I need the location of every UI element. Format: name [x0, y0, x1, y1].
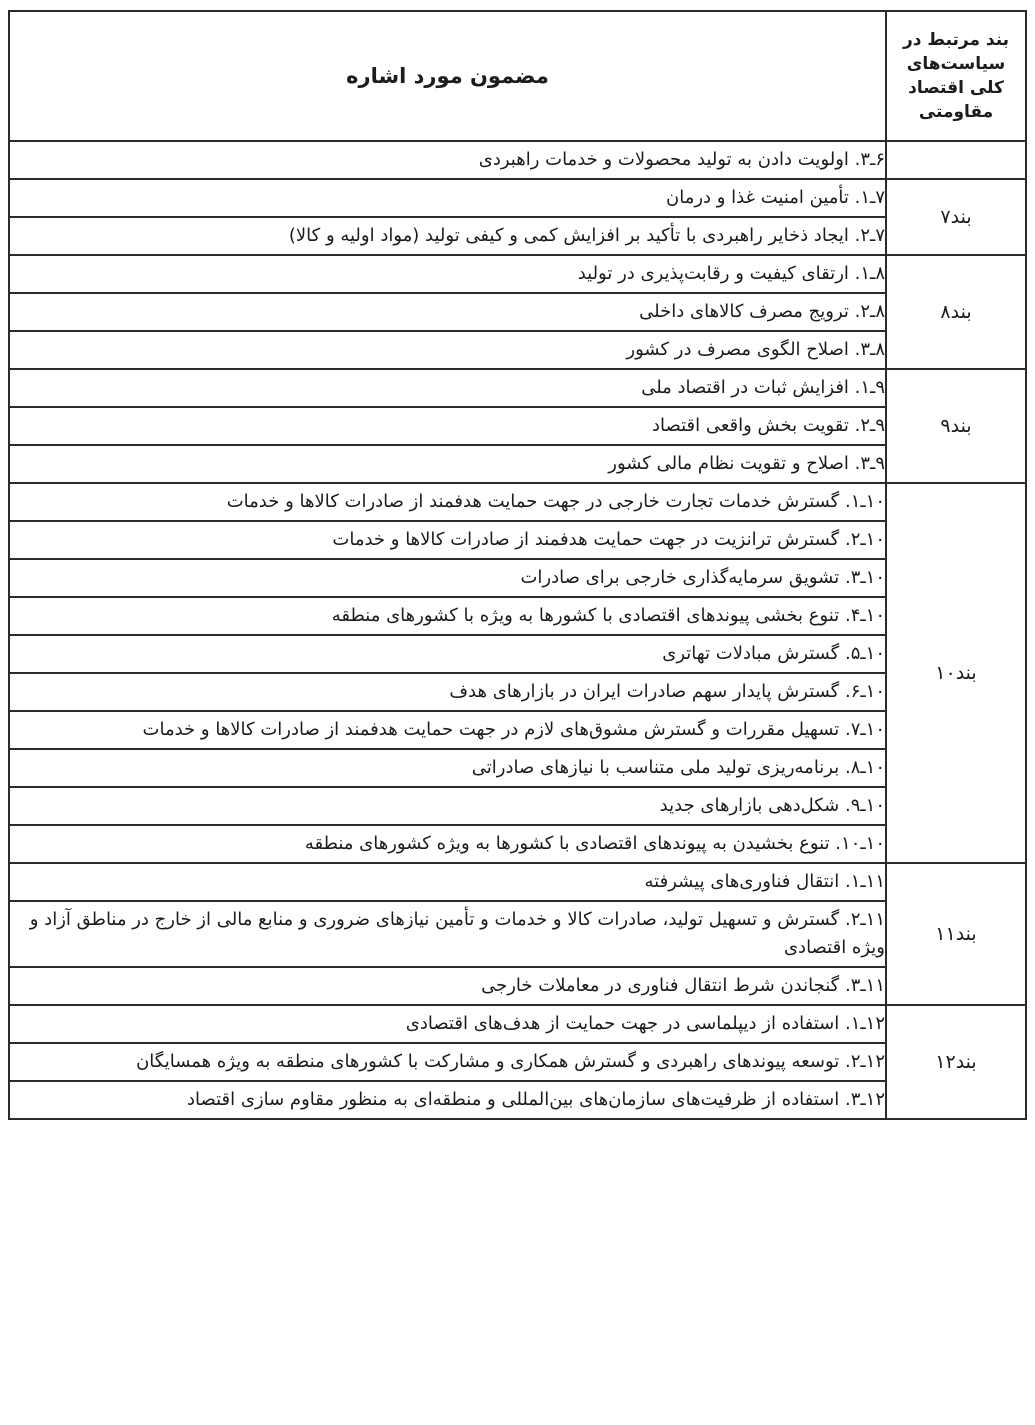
- table-row: [9, 749, 1026, 787]
- related-clause-cell: [886, 141, 1026, 179]
- related-clause-cell: بند۱۱: [886, 863, 1026, 1005]
- table-row: [9, 141, 1026, 179]
- content-item-cell: ۱۰ـ۸. برنامه‌ریزی تولید ملی متناسب با نیازهای صادراتی: [9, 749, 886, 787]
- content-item-cell: ۹ـ۳. اصلاح و تقویت نظام مالی کشور: [9, 445, 886, 483]
- header-row: [9, 11, 1026, 141]
- content-item-cell: ۱۲ـ۳. استفاده از ظرفیت‌های سازمان‌های بین‌المللی و منطقه‌ای به منظور مقاوم سازی اقتصاد: [9, 1081, 886, 1119]
- content-item-cell: ۶ـ۳. اولویت دادن به تولید محصولات و خدمات راهبردی: [9, 141, 886, 179]
- content-item-cell: ۱۰ـ۹. شکل‌دهی بازارهای جدید: [9, 787, 886, 825]
- table-row: [9, 1043, 1026, 1081]
- table-row: [9, 521, 1026, 559]
- table-row: [9, 559, 1026, 597]
- policy-table: [8, 10, 1027, 1120]
- content-item-cell: ۷ـ۱. تأمین امنیت غذا و درمان: [9, 179, 886, 217]
- table-row: [9, 711, 1026, 749]
- content-item-cell: ۱۰ـ۶. گسترش پایدار سهم صادرات ایران در بازارهای هدف: [9, 673, 886, 711]
- content-item-cell: ۹ـ۱. افزایش ثبات در اقتصاد ملی: [9, 369, 886, 407]
- content-item-cell: ۱۱ـ۱. انتقال فناوری‌های پیشرفته: [9, 863, 886, 901]
- related-clause-cell: بند۱۰: [886, 483, 1026, 863]
- content-item-cell: ۸ـ۲. ترویج مصرف کالاهای داخلی: [9, 293, 886, 331]
- table-row: [9, 967, 1026, 1005]
- table-row: [9, 1081, 1026, 1119]
- table-row: [9, 901, 1026, 967]
- content-item-cell: ۱۰ـ۲. گسترش ترانزیت در جهت حمایت هدفمند از صادرات کالاها و خدمات: [9, 521, 886, 559]
- table-row: [9, 331, 1026, 369]
- content-item-cell: ۱۲ـ۲. توسعه پیوندهای راهبردی و گسترش همکاری و مشارکت با کشورهای منطقه به ویژه همسایگان: [9, 1043, 886, 1081]
- content-item-cell: ۱۱ـ۲. گسترش و تسهیل تولید، صادرات کالا و خدمات و تأمین نیازهای ضروری و منابع مالی از خارج در مناطق آزاد و ویژه اقتصادی: [9, 901, 886, 967]
- table-row: [9, 293, 1026, 331]
- related-clause-cell: بند۸: [886, 255, 1026, 369]
- content-item-cell: ۱۰ـ۵. گسترش مبادلات تهاتری: [9, 635, 886, 673]
- related-clause-cell: بند۱۲: [886, 1005, 1026, 1119]
- table-row: [9, 673, 1026, 711]
- table-row: [9, 787, 1026, 825]
- content-item-cell: ۱۰ـ۱. گسترش خدمات تجارت خارجی در جهت حمایت هدفمند از صادرات کالاها و خدمات: [9, 483, 886, 521]
- related-clause-cell: بند۷: [886, 179, 1026, 255]
- content-item-cell: ۱۱ـ۳. گنجاندن شرط انتقال فناوری در معاملات خارجی: [9, 967, 886, 1005]
- content-item-cell: ۱۲ـ۱. استفاده از دیپلماسی در جهت حمایت از هدف‌های اقتصادی: [9, 1005, 886, 1043]
- content-item-cell: ۸ـ۱. ارتقای کیفیت و رقابت‌پذیری در تولید: [9, 255, 886, 293]
- table-row: [9, 635, 1026, 673]
- content-item-cell: ۱۰ـ۱۰. تنوع بخشیدن به پیوندهای اقتصادی با کشورها به ویژه کشورهای منطقه: [9, 825, 886, 863]
- table-row: [9, 1005, 1026, 1043]
- table-row: [9, 597, 1026, 635]
- content-item-cell: ۱۰ـ۴. تنوع بخشی پیوندهای اقتصادی با کشورها به ویژه با کشورهای منطقه: [9, 597, 886, 635]
- table-row: [9, 445, 1026, 483]
- header-content: مضمون مورد اشاره: [9, 11, 886, 141]
- related-clause-cell: بند۹: [886, 369, 1026, 483]
- table-row: [9, 179, 1026, 217]
- content-item-cell: ۱۰ـ۳. تشویق سرمایه‌گذاری خارجی برای صادرات: [9, 559, 886, 597]
- content-item-cell: ۸ـ۳. اصلاح الگوی مصرف در کشور: [9, 331, 886, 369]
- table-row: [9, 255, 1026, 293]
- table-row: [9, 483, 1026, 521]
- table-row: [9, 369, 1026, 407]
- table-row: [9, 863, 1026, 901]
- table-row: [9, 825, 1026, 863]
- content-item-cell: ۹ـ۲. تقویت بخش واقعی اقتصاد: [9, 407, 886, 445]
- content-item-cell: ۷ـ۲. ایجاد ذخایر راهبردی با تأکید بر افزایش کمی و کیفی تولید (مواد اولیه و کالا): [9, 217, 886, 255]
- content-item-cell: ۱۰ـ۷. تسهیل مقررات و گسترش مشوق‌های لازم در جهت حمایت هدفمند از صادرات کالاها و خدمات: [9, 711, 886, 749]
- header-related-clause: بند مرتبط در سیاست‌های کلی اقتصاد مقاومتی: [886, 11, 1026, 141]
- table-row: [9, 217, 1026, 255]
- table-row: [9, 407, 1026, 445]
